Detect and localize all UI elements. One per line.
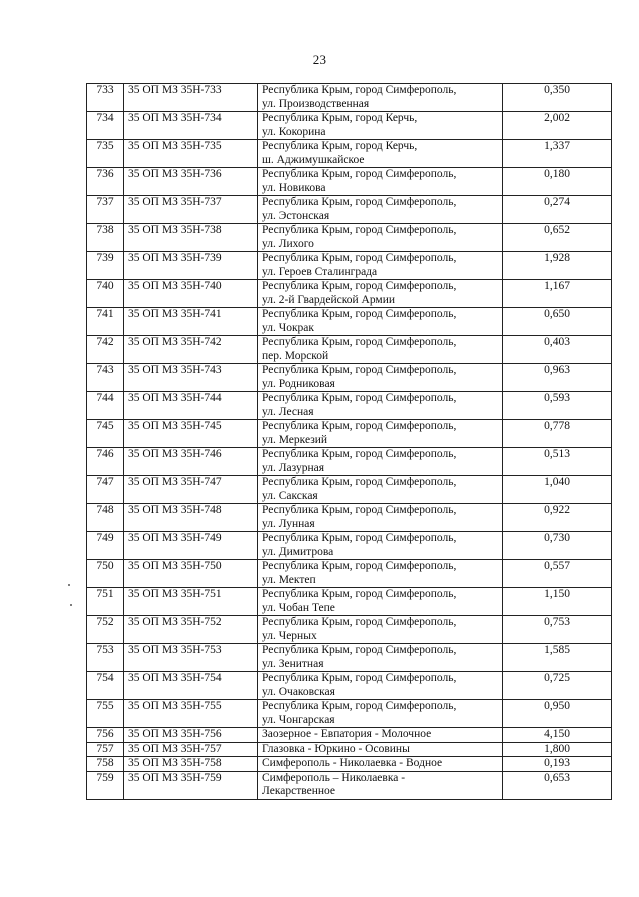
road-name-line: Республика Крым, город Симферополь, — [262, 532, 457, 544]
road-name — [258, 140, 503, 168]
road-name — [258, 757, 503, 772]
road-name-line: ул. Очаковская — [262, 685, 335, 698]
road-code: 35 ОП МЗ 35Н-749 — [124, 532, 258, 560]
road-name-line: ул. Кокорина — [262, 125, 326, 138]
road-name-line: Симферополь - Николаевка - Водное — [262, 757, 443, 769]
road-name-line: ул. Родниковая — [262, 377, 335, 390]
table-row — [87, 308, 612, 336]
road-name-line: ул. Чокрак — [262, 321, 314, 334]
road-name-line: ул. Эстонская — [262, 209, 330, 222]
road-name-line: ул. Производственная — [262, 97, 370, 110]
road-name-line: ш. Аджимушкайское — [262, 153, 365, 166]
row-number: 742 — [87, 336, 124, 364]
road-name — [258, 112, 503, 140]
road-length: 0,650 — [503, 308, 612, 336]
scan-speck — [70, 604, 72, 606]
table-row — [87, 728, 612, 743]
row-number: 755 — [87, 700, 124, 728]
road-name — [258, 252, 503, 280]
road-name-line: ул. Зенитная — [262, 657, 324, 670]
road-name-line: Республика Крым, город Симферополь, — [262, 420, 457, 432]
road-name — [258, 700, 503, 728]
road-name — [258, 644, 503, 672]
road-name — [258, 196, 503, 224]
road-code: 35 ОП МЗ 35Н-747 — [124, 476, 258, 504]
road-length: 0,180 — [503, 168, 612, 196]
road-name — [258, 84, 503, 112]
road-name-line: ул. Лихого — [262, 237, 314, 250]
road-length: 0,403 — [503, 336, 612, 364]
road-name-line: Республика Крым, город Симферополь, — [262, 672, 457, 684]
page-number: 23 — [312, 52, 327, 67]
road-code: 35 ОП МЗ 35Н-756 — [124, 728, 258, 743]
road-name-line: ул. Черных — [262, 629, 317, 642]
road-code: 35 ОП МЗ 35Н-743 — [124, 364, 258, 392]
row-number: 758 — [87, 757, 124, 772]
road-length: 1,337 — [503, 140, 612, 168]
road-code: 35 ОП МЗ 35Н-735 — [124, 140, 258, 168]
road-name-line: Республика Крым, город Симферополь, — [262, 504, 457, 516]
road-name — [258, 476, 503, 504]
road-length: 0,274 — [503, 196, 612, 224]
road-length: 0,922 — [503, 504, 612, 532]
road-length: 2,002 — [503, 112, 612, 140]
road-name-line: Глазовка - Юркино - Осовины — [262, 742, 410, 755]
road-name — [258, 616, 503, 644]
road-name-line: Республика Крым, город Керчь, — [262, 140, 418, 152]
row-number: 756 — [87, 728, 124, 743]
table-row — [87, 771, 612, 799]
table-row — [87, 504, 612, 532]
road-code: 35 ОП МЗ 35Н-744 — [124, 392, 258, 420]
row-number: 744 — [87, 392, 124, 420]
road-length: 1,585 — [503, 644, 612, 672]
row-number: 751 — [87, 588, 124, 616]
road-code: 35 ОП МЗ 35Н-758 — [124, 757, 258, 772]
road-code: 35 ОП МЗ 35Н-753 — [124, 644, 258, 672]
road-name-line: ул. Новикова — [262, 181, 326, 194]
road-length: 1,167 — [503, 280, 612, 308]
road-code: 35 ОП МЗ 35Н-736 — [124, 168, 258, 196]
road-length: 0,725 — [503, 672, 612, 700]
row-number: 754 — [87, 672, 124, 700]
row-number: 736 — [87, 168, 124, 196]
road-code: 35 ОП МЗ 35Н-741 — [124, 308, 258, 336]
table-row — [87, 700, 612, 728]
row-number: 733 — [87, 84, 124, 112]
scan-speck — [68, 584, 70, 586]
road-name-line: Республика Крым, город Симферополь, — [262, 364, 457, 376]
road-name-line: Республика Крым, город Керчь, — [262, 112, 418, 124]
road-code: 35 ОП МЗ 35Н-759 — [124, 771, 258, 799]
road-name — [258, 560, 503, 588]
road-name-line: Заозерное - Евпатория - Молочное — [262, 728, 432, 740]
road-name-line: ул. 2-й Гвардейской Армии — [262, 293, 395, 306]
road-length: 0,730 — [503, 532, 612, 560]
road-name-line: Республика Крым, город Симферополь, — [262, 196, 457, 208]
row-number: 749 — [87, 532, 124, 560]
road-name — [258, 308, 503, 336]
road-length: 0,753 — [503, 616, 612, 644]
row-number: 747 — [87, 476, 124, 504]
road-name-line: Республика Крым, город Симферополь, — [262, 476, 457, 488]
road-code: 35 ОП МЗ 35Н-742 — [124, 336, 258, 364]
table-row — [87, 616, 612, 644]
table-row — [87, 560, 612, 588]
table-row — [87, 140, 612, 168]
road-code: 35 ОП МЗ 35Н-750 — [124, 560, 258, 588]
row-number: 737 — [87, 196, 124, 224]
road-code: 35 ОП МЗ 35Н-739 — [124, 252, 258, 280]
row-number: 738 — [87, 224, 124, 252]
road-name-line: Лекарственное — [262, 785, 335, 797]
table-row — [87, 392, 612, 420]
road-code: 35 ОП МЗ 35Н-752 — [124, 616, 258, 644]
table-row — [87, 364, 612, 392]
table-row — [87, 757, 612, 772]
road-length: 1,800 — [503, 742, 612, 757]
row-number: 743 — [87, 364, 124, 392]
road-code: 35 ОП МЗ 35Н-745 — [124, 420, 258, 448]
table-row — [87, 420, 612, 448]
row-number: 740 — [87, 280, 124, 308]
row-number: 757 — [87, 742, 124, 757]
road-name-line: Республика Крым, город Симферополь, — [262, 224, 457, 236]
road-length: 0,557 — [503, 560, 612, 588]
road-name-line: Республика Крым, город Симферополь, — [262, 448, 457, 460]
table-row — [87, 196, 612, 224]
road-name-line: пер. Морской — [262, 349, 329, 362]
road-name-line: Республика Крым, город Симферополь, — [262, 700, 457, 712]
road-name — [258, 392, 503, 420]
road-name — [258, 364, 503, 392]
road-code: 35 ОП МЗ 35Н-737 — [124, 196, 258, 224]
road-length: 0,193 — [503, 757, 612, 772]
table-row — [87, 84, 612, 112]
road-length: 0,593 — [503, 392, 612, 420]
road-name-line: ул. Чобан Тепе — [262, 601, 335, 614]
row-number: 735 — [87, 140, 124, 168]
table-row — [87, 448, 612, 476]
road-name-line: Республика Крым, город Симферополь, — [262, 644, 457, 656]
road-name-line: ул. Чонгарская — [262, 713, 335, 726]
road-name-line: Республика Крым, город Симферополь, — [262, 252, 457, 264]
road-name-line: ул. Лазурная — [262, 461, 324, 474]
road-code: 35 ОП МЗ 35Н-738 — [124, 224, 258, 252]
road-code: 35 ОП МЗ 35Н-755 — [124, 700, 258, 728]
road-code: 35 ОП МЗ 35Н-734 — [124, 112, 258, 140]
road-name — [258, 504, 503, 532]
table-row — [87, 280, 612, 308]
road-name-line: ул. Сакская — [262, 489, 318, 502]
road-length: 0,350 — [503, 84, 612, 112]
row-number: 745 — [87, 420, 124, 448]
road-name-line: Республика Крым, город Симферополь, — [262, 168, 457, 180]
road-name — [258, 168, 503, 196]
table-body — [87, 84, 612, 800]
table-row — [87, 742, 612, 757]
road-code: 35 ОП МЗ 35Н-757 — [124, 742, 258, 757]
road-length: 0,653 — [503, 771, 612, 799]
road-code: 35 ОП МЗ 35Н-754 — [124, 672, 258, 700]
road-name-line: ул. Меркезий — [262, 433, 328, 446]
road-length: 1,150 — [503, 588, 612, 616]
road-name — [258, 672, 503, 700]
road-name-line: ул. Лесная — [262, 405, 314, 418]
roads-registry-table — [86, 83, 612, 800]
row-number: 759 — [87, 771, 124, 799]
road-name — [258, 280, 503, 308]
road-name-line: ул. Героев Сталинграда — [262, 265, 378, 278]
row-number: 750 — [87, 560, 124, 588]
road-name-line: Республика Крым, город Симферополь, — [262, 308, 457, 320]
road-name-line: ул. Лунная — [262, 517, 315, 530]
road-name-line: Симферополь – Николаевка - — [262, 771, 406, 784]
road-name — [258, 420, 503, 448]
road-length: 0,778 — [503, 420, 612, 448]
road-name-line: ул. Мектеп — [262, 573, 316, 586]
road-name-line: ул. Димитрова — [262, 545, 334, 558]
road-code: 35 ОП МЗ 35Н-748 — [124, 504, 258, 532]
row-number: 752 — [87, 616, 124, 644]
table-row — [87, 112, 612, 140]
road-name-line: Республика Крым, город Симферополь, — [262, 84, 457, 96]
road-name — [258, 742, 503, 757]
road-length: 1,040 — [503, 476, 612, 504]
road-code: 35 ОП МЗ 35Н-746 — [124, 448, 258, 476]
table-row — [87, 476, 612, 504]
road-length: 0,963 — [503, 364, 612, 392]
road-length: 0,950 — [503, 700, 612, 728]
row-number: 734 — [87, 112, 124, 140]
road-code: 35 ОП МЗ 35Н-751 — [124, 588, 258, 616]
road-length: 0,513 — [503, 448, 612, 476]
table-row — [87, 224, 612, 252]
road-name-line: Республика Крым, город Симферополь, — [262, 392, 457, 404]
road-name-line: Республика Крым, город Симферополь, — [262, 560, 457, 572]
table-row — [87, 644, 612, 672]
road-name — [258, 336, 503, 364]
table-row — [87, 336, 612, 364]
row-number: 746 — [87, 448, 124, 476]
road-code: 35 ОП МЗ 35Н-740 — [124, 280, 258, 308]
row-number: 739 — [87, 252, 124, 280]
road-name — [258, 224, 503, 252]
road-name — [258, 588, 503, 616]
road-name — [258, 532, 503, 560]
table-row — [87, 588, 612, 616]
row-number: 748 — [87, 504, 124, 532]
road-name — [258, 448, 503, 476]
road-name-line: Республика Крым, город Симферополь, — [262, 588, 457, 600]
table-row — [87, 168, 612, 196]
table-row — [87, 532, 612, 560]
row-number: 753 — [87, 644, 124, 672]
road-name-line: Республика Крым, город Симферополь, — [262, 616, 457, 628]
road-length: 0,652 — [503, 224, 612, 252]
road-name-line: Республика Крым, город Симферополь, — [262, 280, 457, 292]
table-row — [87, 672, 612, 700]
road-length: 1,928 — [503, 252, 612, 280]
row-number: 741 — [87, 308, 124, 336]
road-length: 4,150 — [503, 728, 612, 743]
road-code: 35 ОП МЗ 35Н-733 — [124, 84, 258, 112]
road-name — [258, 771, 503, 799]
road-name — [258, 728, 503, 743]
table-row — [87, 252, 612, 280]
road-name-line: Республика Крым, город Симферополь, — [262, 336, 457, 348]
